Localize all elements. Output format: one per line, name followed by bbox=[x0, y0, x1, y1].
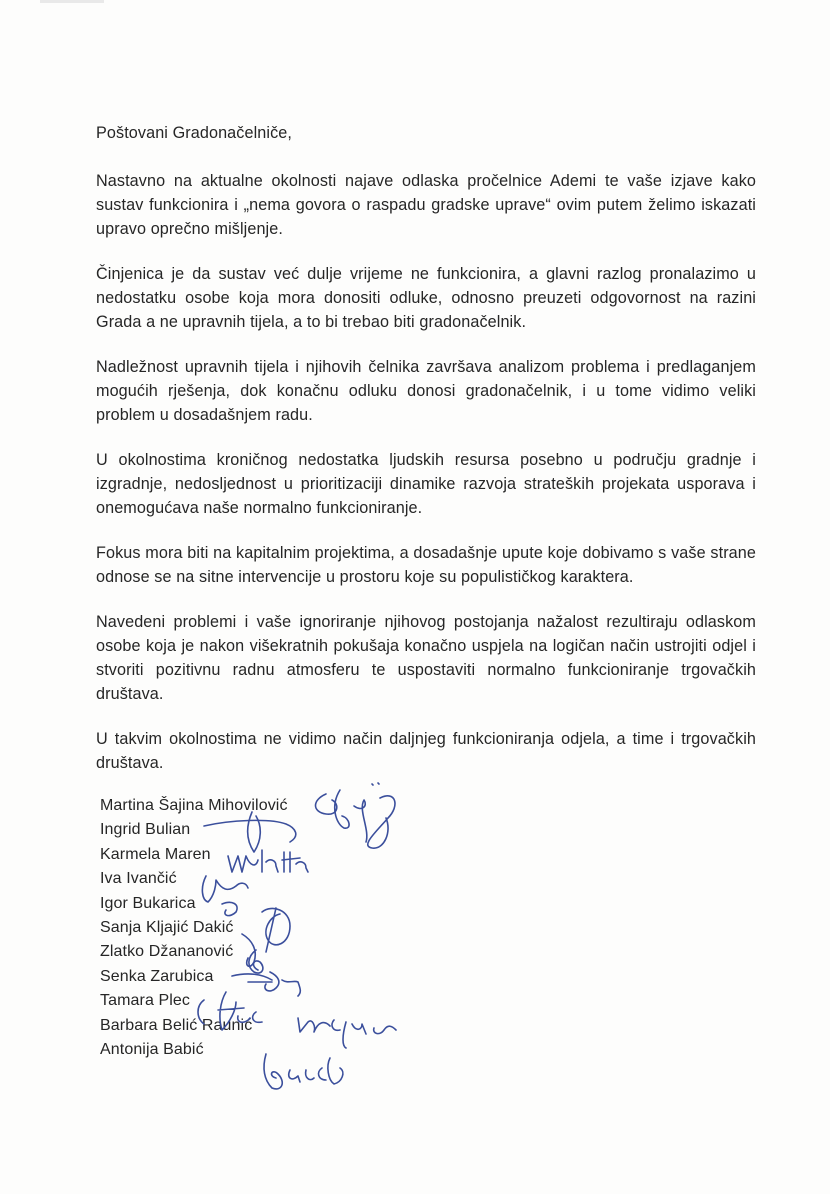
signer-name: Senka Zarubica bbox=[100, 967, 214, 985]
signer-name: Iva Ivančić bbox=[100, 870, 177, 888]
signer-name: Igor Bukarica bbox=[100, 894, 196, 912]
paragraph-6: Navedeni problemi i vaše ignoriranje njihovog postojanja nažalost rezultiraju odlaskom osobe koja je nakon višekratnih pokušaja konačno uspjela na logičan način ustrojiti odjel i stvoriti pozitivnu radnu atmosferu te uspostaviti normalno funkcioniranje trgovačkih društava. bbox=[96, 613, 756, 703]
paragraph-7: U takvim okolnostima ne vidimo način daljnjeg funkcioniranja odjela, a time i trgovačkih društava. bbox=[96, 730, 756, 772]
letter-body bbox=[96, 122, 756, 796]
paragraph-5: Fokus mora biti na kapitalnim projektima, a dosadašnje upute koje dobivamo s vaše strane odnose se na sitne intervencije u prostoru koje su populističkog karaktera. bbox=[96, 544, 756, 586]
signer-name: Ingrid Bulian bbox=[100, 821, 191, 839]
signer-name: Karmela Maren bbox=[100, 845, 211, 863]
signer-name: Tamara Plec bbox=[100, 992, 191, 1010]
signer-name: Sanja Kljajić Dakić bbox=[100, 918, 234, 936]
paragraph-2: Činjenica je da sustav već dulje vrijeme ne funkcionira, a glavni razlog pronalazimo u nedostatku osobe koja mora donositi odluke, odnosno preuzeti odgovornost na razini Grada a ne upravnih tijela, a to bi trebao biti gradonačelnik. bbox=[96, 265, 756, 331]
paragraph-4: U okolnostima kroničnog nedostatka ljudskih resursa posebno u području gradnje i izgradnje, nedosljednost u prioritizaciji dinamike razvoja strateških projekata usporava i onemogućava naše normalno funkcioniranje. bbox=[96, 451, 756, 517]
paragraph-3: Nadležnost upravnih tijela i njihovih čelnika završava analizom problema i predlaganjem mogućih rješenja, dok konačnu odluku donosi gradonačelnik, i u tome vidimo veliki problem u dosadašnjem radu. bbox=[96, 358, 756, 424]
signer-name: Zlatko Džananović bbox=[100, 943, 234, 961]
signer-name: Martina Šajina Mihovilović bbox=[100, 797, 288, 814]
signer-name: Barbara Belić Raunić bbox=[100, 1016, 253, 1034]
paragraph-1: Nastavno na aktualne okolnosti najave odlaska pročelnice Ademi te vaše izjave kako sustav funkcionira i „nema govora o raspadu gradske uprave“ ovim putem želimo iskazati upravo oprečno mišljenje. bbox=[96, 172, 756, 238]
scan-edge-mark bbox=[40, 0, 104, 3]
signer-list bbox=[100, 794, 420, 1062]
signer-name: Antonija Babić bbox=[100, 1040, 204, 1058]
salutation: Poštovani Gradonačelniče, bbox=[96, 124, 292, 142]
